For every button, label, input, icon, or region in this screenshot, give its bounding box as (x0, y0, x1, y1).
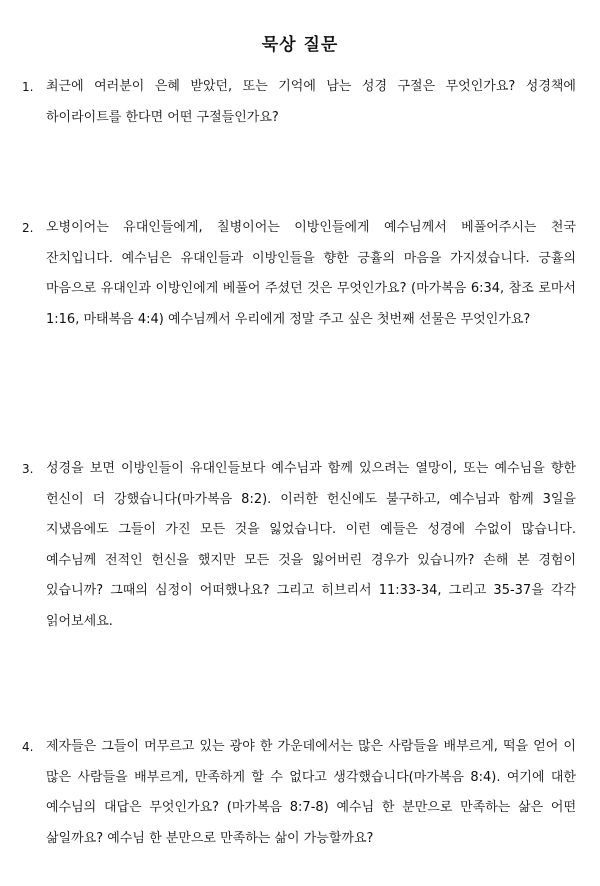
question-number: 4. (22, 740, 34, 754)
question-text: 최근에 여러분이 은혜 받았던, 또는 기억에 남는 성경 구절은 무엇인가요? 성경책에 하이라이트를 한다면 어떤 구절들인가요? (46, 79, 576, 125)
question-text: 제자들은 그들이 머무르고 있는 광야 한 가운데에서는 많은 사람들을 배부르게, 떡을 얻어 이 많은 사람들을 배부르게, 만족하게 할 수 없다고 생각했습니다(마가복음 8:4). 여기에 대한 예수님의 대답은 무엇인가요? (마가복음 8:7-8) 예수님 한 분만으로 만족하는 삶은 어떤 삶일까요? 예수님 한 분만으로 만족하는 삶이 가능할까요? (46, 739, 576, 846)
page-title: 묵상 질문 (261, 35, 339, 55)
question-number: 2. (22, 221, 34, 235)
question-number: 3. (22, 462, 34, 476)
question-text: 성경을 보면 이방인들이 유대인들보다 예수님과 함께 있으려는 열망이, 또는 예수님을 향한 헌신이 더 강했습니다(마가복음 8:2). 이러한 헌신에도 불구하고, 예수님과 함께 3일을 지냈음에도 그들이 가진 모든 것을 잃었습니다. 이런 예들은 성경에 수없이 많습니다. 예수님께 전적인 헌신을 했지만 모든 것을 잃어버린 경우가 있습니까? 손해 본 경험이 있습니까? 그때의 심정이 어떠했나요? 그리고 히브리서 11:33-34, 그리고 35-37을 각각 읽어보세요. (46, 461, 576, 629)
question-text: 오병이어는 유대인들에게, 칠병이어는 이방인들에게 예수님께서 베풀어주시는 천국 잔치입니다. 예수님은 유대인들과 이방인들을 향한 긍휼의 마음을 가지셨습니다. 긍휼의 마음으로 유대인과 이방인에게 베풀어 주셨던 것은 무엇인가요? (마가복음 6:34, 참조 로마서 1:16, 마태복음 4:4) 예수님께서 우리에게 정말 주고 싶은 첫번째 선물은 무엇인가요? (46, 220, 576, 327)
question-number: 1. (22, 80, 34, 94)
